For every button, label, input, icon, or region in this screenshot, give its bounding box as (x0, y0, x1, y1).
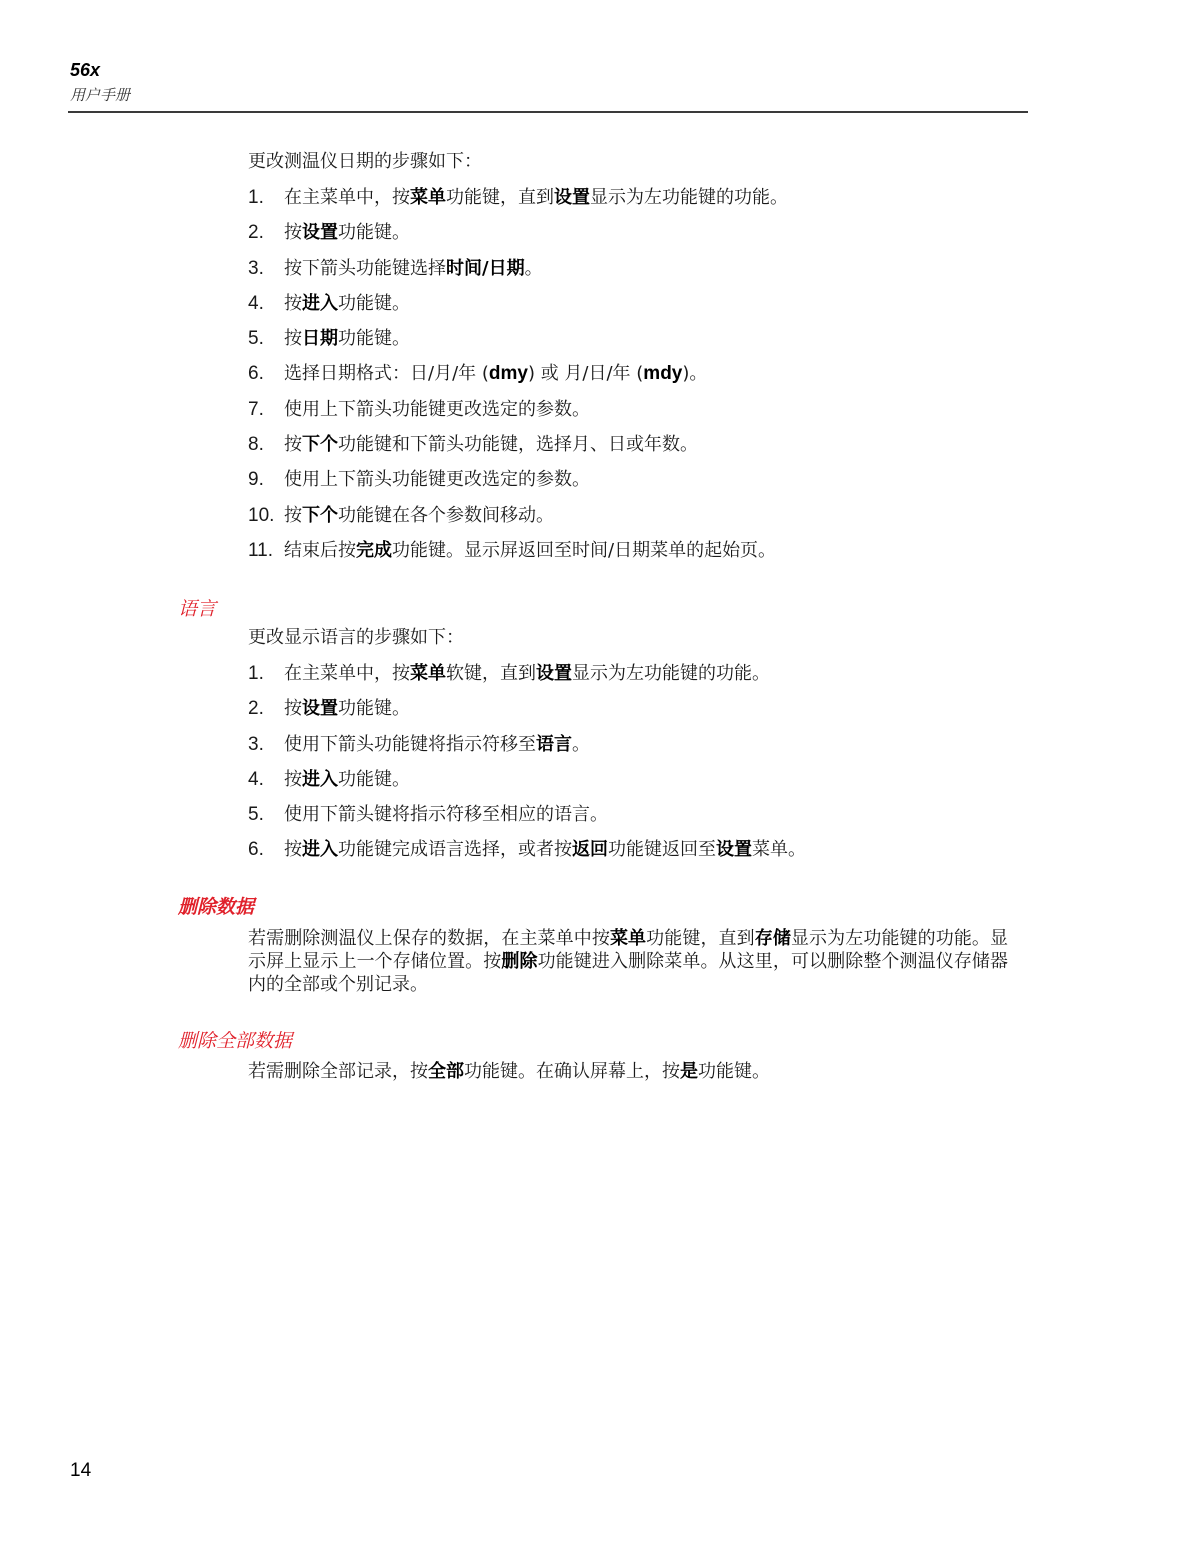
text-run: 菜单。 (752, 839, 806, 861)
emphasis-term: 菜单 (410, 663, 446, 684)
document-model: 56x (70, 60, 101, 80)
text-run: 在主菜单中，按 (284, 187, 410, 208)
header-divider (68, 111, 1028, 113)
emphasis-term: 设置 (716, 839, 752, 861)
emphasis-term: dmy (488, 363, 528, 385)
text-run: 结束后按 (284, 539, 356, 561)
step-number: 1. (248, 187, 264, 208)
text-run: 功能键。 (338, 292, 410, 314)
step-text (284, 734, 590, 769)
emphasis-term: 设置 (536, 663, 572, 684)
emphasis-term: mdy (643, 363, 683, 385)
text-run: 按 (284, 292, 302, 314)
text-run: 按 (284, 434, 302, 456)
text-run: 显示为左功能键的功能。 (572, 663, 770, 684)
text-run: 功能键。在确认屏幕上，按 (464, 1061, 680, 1082)
text-run: 使用下箭头键将指示符移至相应的语言。 (284, 804, 608, 826)
text-run: 功能键。 (698, 1061, 770, 1082)
text-run: 按 (284, 768, 302, 790)
list-item (248, 187, 788, 222)
step-number: 5. (248, 328, 264, 350)
step-number: 2. (248, 222, 264, 244)
list-item (248, 293, 788, 328)
step-text (284, 363, 707, 398)
step-number: 3. (248, 733, 264, 755)
text-run: 按 (284, 328, 302, 350)
emphasis-term: 菜单 (410, 187, 446, 208)
step-text (284, 540, 776, 575)
list-item (248, 258, 788, 293)
text-run: 显示为左功能键的功能。 (590, 187, 788, 208)
list-item (248, 222, 788, 257)
text-run: 按 (284, 222, 302, 244)
text-run: 若需删除全部记录，按 (248, 1061, 428, 1082)
section-heading-language: 语言 (178, 598, 217, 620)
step-number: 1. (248, 663, 264, 684)
text-run: 功能键。 (338, 698, 410, 720)
date-intro: 更改测温仪日期的步骤如下： (248, 151, 482, 172)
text-run: 使用上下箭头功能键更改选定的参数。 (284, 469, 590, 491)
text-run: 若需删除测温仪上保存的数据，在主菜单中按 (248, 928, 610, 949)
emphasis-term: 存储 (754, 928, 791, 949)
text-run: 。 (572, 733, 590, 755)
text-run: 功能键进入删除菜单。从这里，可以删除整个测温仪存储器内的全部或个别记录。 (248, 951, 1009, 995)
text-run: 按 (284, 839, 302, 861)
step-number: 7. (248, 398, 264, 420)
step-text (284, 469, 590, 504)
step-text (284, 663, 770, 698)
step-number: 3. (248, 257, 264, 279)
list-item (248, 328, 788, 363)
date-steps-list (248, 187, 788, 575)
document-subtitle: 用户手册 (70, 86, 131, 104)
emphasis-term: 删除 (501, 951, 538, 972)
text-run: 功能键完成语言选择，或者按 (338, 839, 572, 861)
emphasis-term: 时间/日期 (446, 257, 525, 279)
text-run: 软键，直到 (446, 663, 536, 684)
step-text (284, 839, 806, 874)
text-run: 功能键。 (338, 328, 410, 350)
text-run: )。 (682, 363, 708, 385)
language-intro: 更改显示语言的步骤如下： (248, 627, 464, 648)
emphasis-term: 是 (680, 1061, 698, 1082)
list-item (248, 505, 788, 540)
step-text (284, 399, 590, 434)
step-text (284, 769, 410, 804)
text-run: 选择日期格式：日/月/年 ( (284, 363, 489, 385)
list-item (248, 839, 806, 874)
step-text (284, 328, 410, 363)
list-item (248, 399, 788, 434)
list-item (248, 540, 788, 575)
step-text (284, 505, 554, 540)
list-item (248, 769, 806, 804)
step-text (284, 258, 543, 293)
list-item (248, 698, 806, 733)
step-text (284, 222, 410, 257)
text-run: ) 或 月/日/年 ( (527, 363, 644, 385)
emphasis-term: 语言 (536, 733, 572, 755)
text-run: 按下箭头功能键选择 (284, 257, 446, 279)
text-run: 功能键。 (338, 768, 410, 790)
step-number: 8. (248, 434, 264, 456)
list-item (248, 804, 806, 839)
language-steps-list (248, 663, 806, 875)
step-text (284, 434, 698, 469)
step-text (284, 698, 410, 733)
step-number: 2. (248, 698, 264, 720)
emphasis-term: 完成 (356, 539, 392, 561)
emphasis-term: 设置 (302, 698, 338, 720)
list-item (248, 734, 806, 769)
step-number: 4. (248, 292, 264, 314)
emphasis-term: 日期 (302, 328, 338, 350)
page-number: 14 (70, 1460, 92, 1481)
emphasis-term: 下个 (302, 434, 338, 456)
list-item (248, 434, 788, 469)
text-run: 使用上下箭头功能键更改选定的参数。 (284, 398, 590, 420)
step-number: 9. (248, 469, 264, 491)
emphasis-term: 全部 (428, 1061, 464, 1082)
section-heading-delete-data: 删除数据 (178, 896, 255, 918)
section-heading-delete-all: 删除全部数据 (178, 1030, 293, 1052)
emphasis-term: 设置 (554, 187, 590, 208)
text-run: 使用下箭头功能键将指示符移至 (284, 733, 536, 755)
emphasis-term: 菜单 (609, 928, 647, 949)
delete-data-paragraph (248, 927, 1008, 996)
step-number: 4. (248, 768, 264, 790)
text-run: 在主菜单中，按 (284, 663, 410, 684)
step-text (284, 293, 410, 328)
text-run: 按 (284, 698, 302, 720)
list-item (248, 363, 788, 398)
text-run: 功能键在各个参数间移动。 (338, 504, 554, 526)
emphasis-term: 返回 (572, 839, 608, 861)
text-run: 功能键和下箭头功能键，选择月、日或年数。 (338, 434, 698, 456)
step-text (284, 187, 788, 222)
emphasis-term: 设置 (302, 222, 338, 244)
text-run: 功能键。显示屏返回至时间/日期菜单的起始页。 (392, 539, 777, 561)
text-run: 功能键，直到 (446, 187, 554, 208)
emphasis-term: 进入 (302, 768, 338, 790)
step-number: 6. (248, 363, 264, 385)
step-number: 6. (248, 839, 264, 861)
list-item (248, 469, 788, 504)
delete-all-paragraph (248, 1060, 1008, 1083)
emphasis-term: 下个 (302, 504, 338, 526)
step-number: 11. (248, 539, 274, 561)
text-run: 。 (524, 257, 543, 279)
list-item (248, 663, 806, 698)
emphasis-term: 进入 (302, 292, 338, 314)
step-text (284, 804, 608, 839)
text-run: 功能键，直到 (646, 928, 755, 949)
text-run: 显示为左功能键的功能。显示屏上显示上一个存储位置。按 (248, 928, 1009, 972)
step-number: 10. (248, 504, 275, 526)
text-run: 功能键。 (338, 222, 410, 244)
text-run: 功能键返回至 (608, 839, 716, 861)
text-run: 按 (284, 504, 302, 526)
step-number: 5. (248, 804, 264, 826)
emphasis-term: 进入 (302, 839, 338, 861)
